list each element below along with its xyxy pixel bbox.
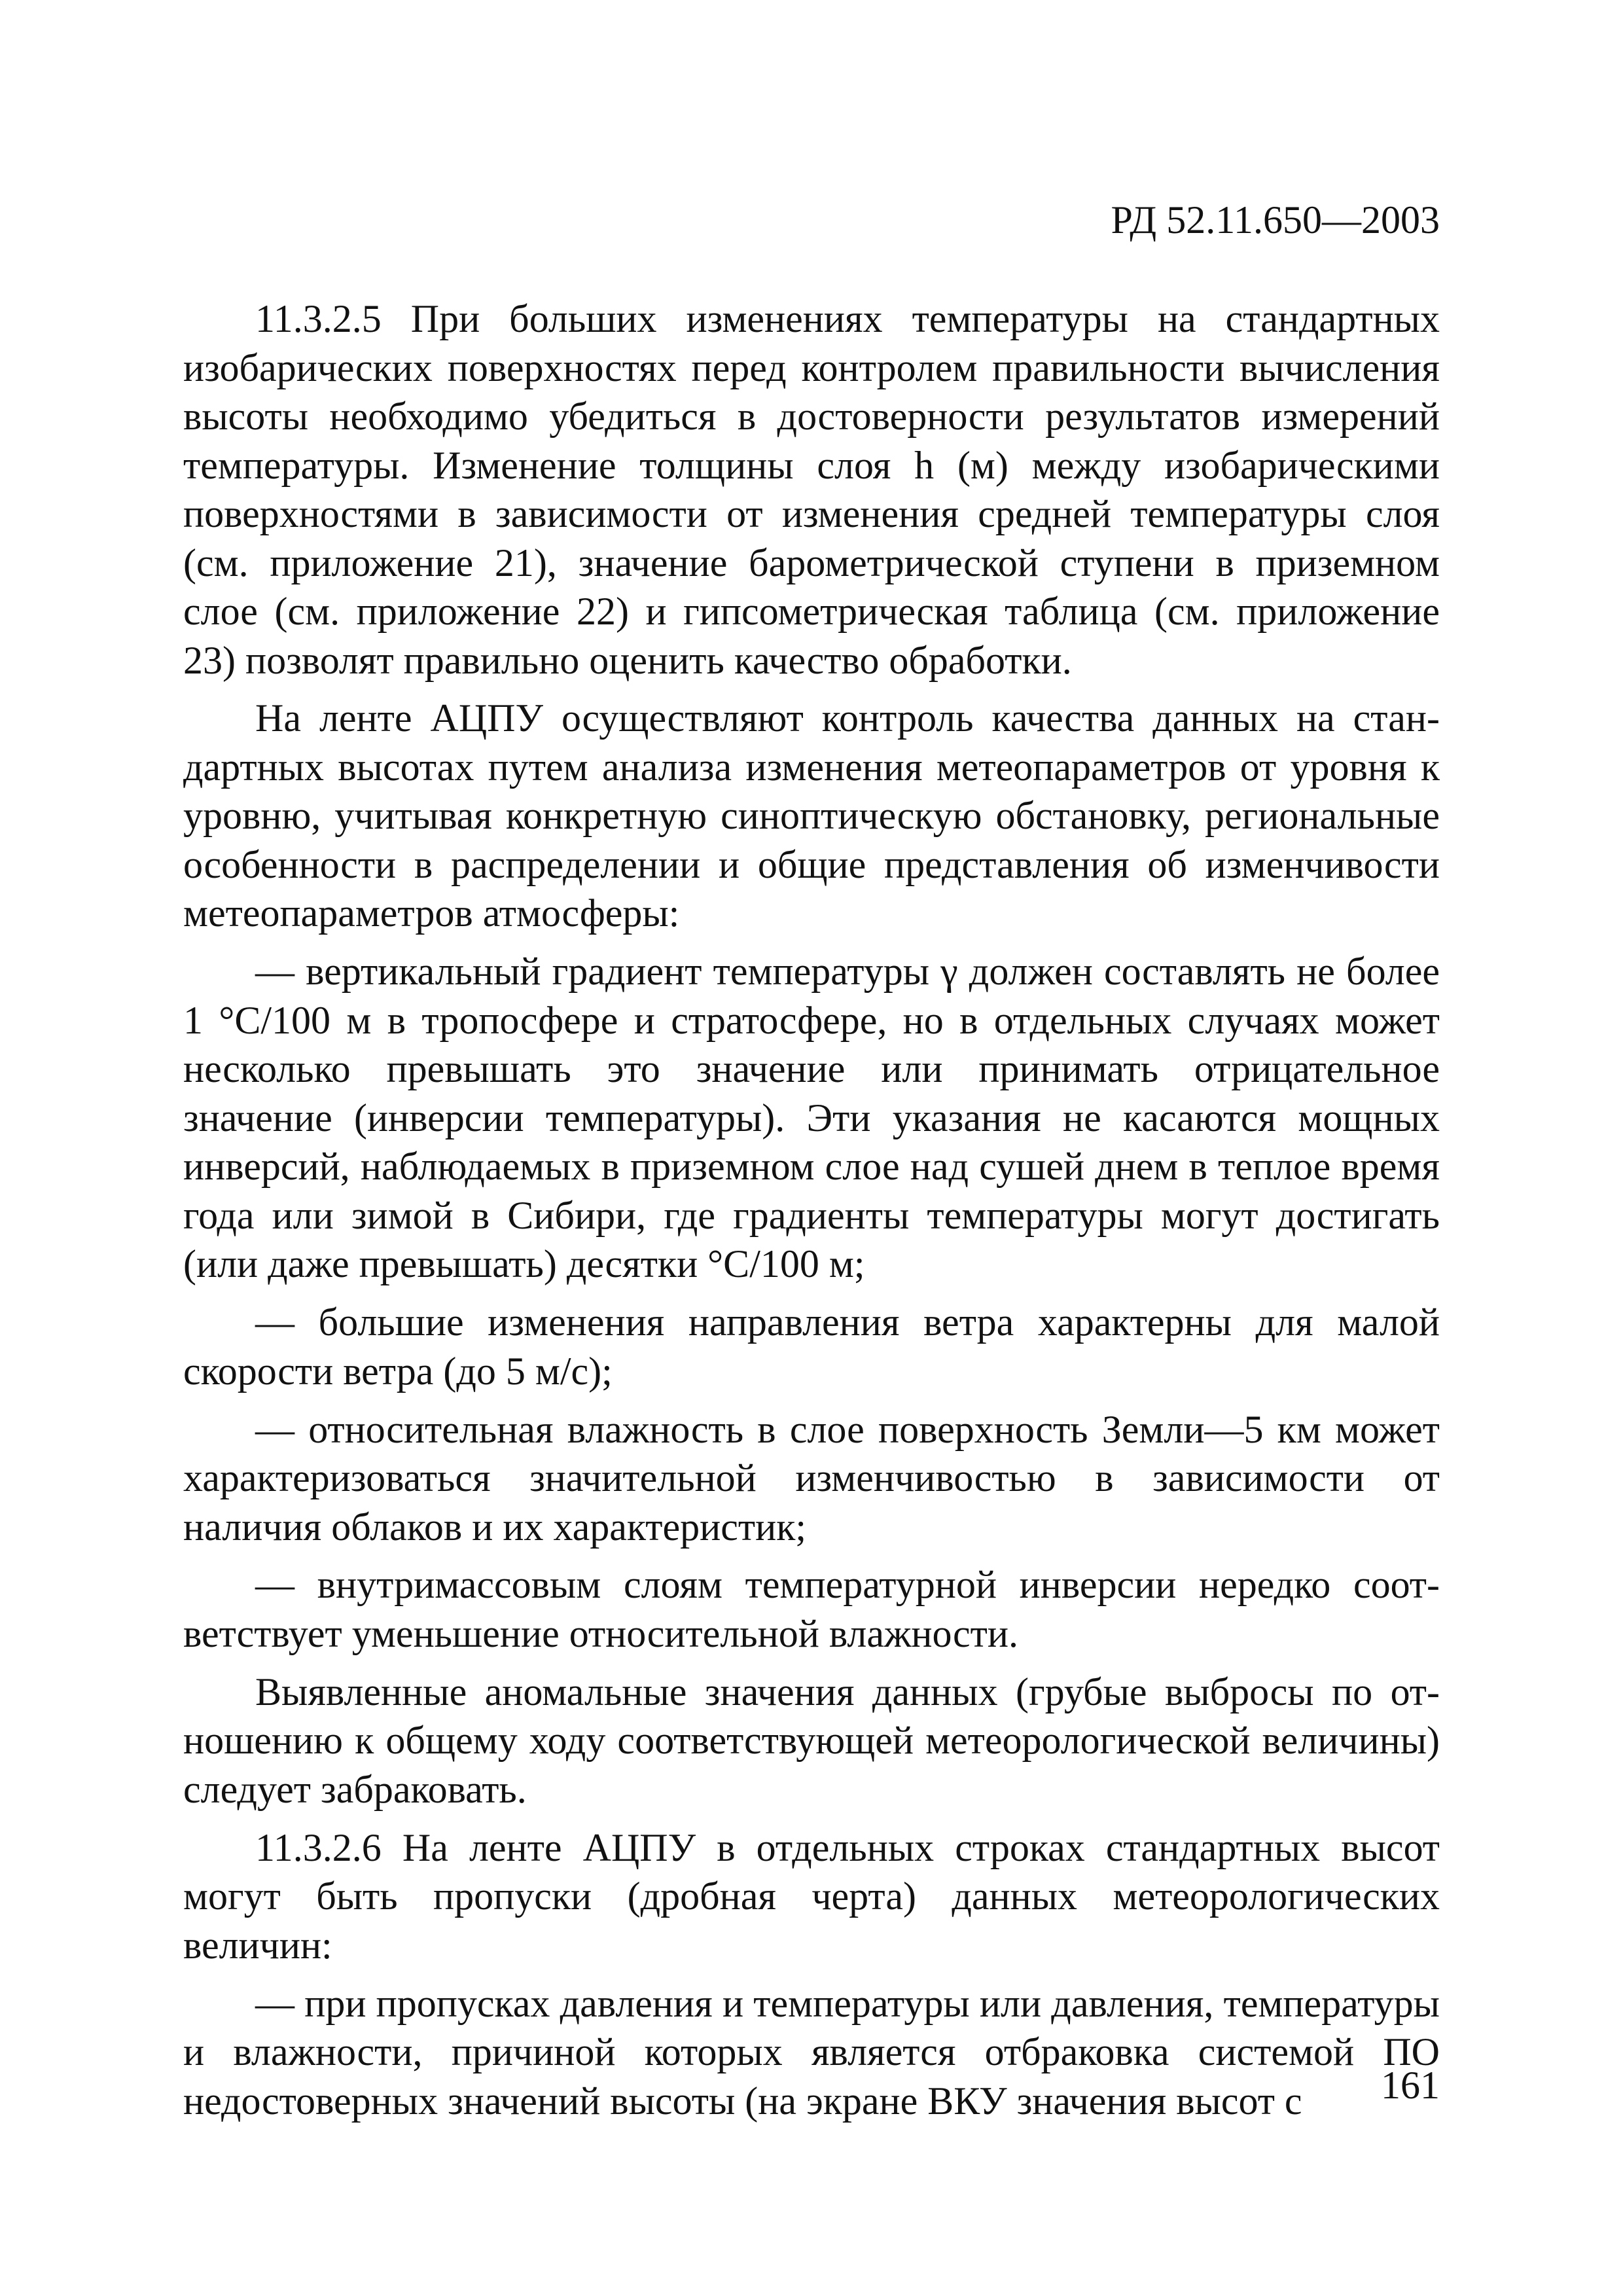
paragraph-quality-control: На ленте АЦПУ осуществляют контроль качества данных на стандартных высотах путем анализа изменения метеопараметров от уровня к уровню, учитывая конкретную синоптическую обстановку, региональные особенности в распределении и общие представления об изменчивости метеопараметров атмосферы: (183, 696, 1440, 935)
list-item-pressure-gaps: — при пропусках давления и температуры или давления, температуры и влажности, причиной которых является отбраковка системой ПО недостоверных значений высоты (на экране ВКУ значения высот с (183, 1981, 1440, 2123)
list-item-temperature-gradient: — вертикальный градиент температуры γ должен составлять не более 1 °С/100 м в тропосфере и стратосфере, но в отдельных случаях может несколько превышать это значение или принимать отрицательное значение (инверсии температуры). Эти указания не касаются мощных инверсий, наблюдаемых в приземном слое над сушей днем в теплое время года или зимой в Сибири, где градиенты температуры могут достигать (или даже превышать) десятки °С/100 м; (183, 950, 1440, 1286)
document-code-header: РД 52.11.650—2003 (1111, 198, 1440, 242)
paragraph-11-3-2-6: 11.3.2.6 На ленте АЦПУ в отдельных строках стандартных высот могут быть пропуски (дробная черта) данных метеорологических величин: (183, 1825, 1440, 1967)
page-number: 161 (1381, 2064, 1440, 2107)
paragraph-11-3-2-5: 11.3.2.5 При больших изменениях температуры на стандартных изобарических поверхностях перед контролем правильности вычисления высоты необходимо убедиться в достоверности результатов измерений температуры. Изменение толщины слоя h (м) между изобарическими поверхностями в зависимости от изменения средней температуры слоя (см. приложение 21), значение барометрической ступени в приземном слое (см. приложение 22) и гипсометрическая таблица (см. приложение 23) позволят правильно оценить качество обработки. (183, 297, 1440, 682)
list-item-inversion-humidity: — внутримассовым слоям температурной инверсии нередко соответствует уменьшение относительной влажности. (183, 1563, 1440, 1655)
list-item-wind-direction: — большие изменения направления ветра характерны для малой скорости ветра (до 5 м/с); (183, 1300, 1440, 1393)
body-text (183, 295, 1440, 2135)
list-item-relative-humidity: — относительная влажность в слое поверхность Земли—5 км может характеризоваться значительной изменчивостью в зависимости от наличия облаков и их характеристик; (183, 1407, 1440, 1549)
paragraph-anomalous-values: Выявленные аномальные значения данных (грубые выбросы по отношению к общему ходу соответствующей метеорологической величины) следует забраковать. (183, 1670, 1440, 1811)
